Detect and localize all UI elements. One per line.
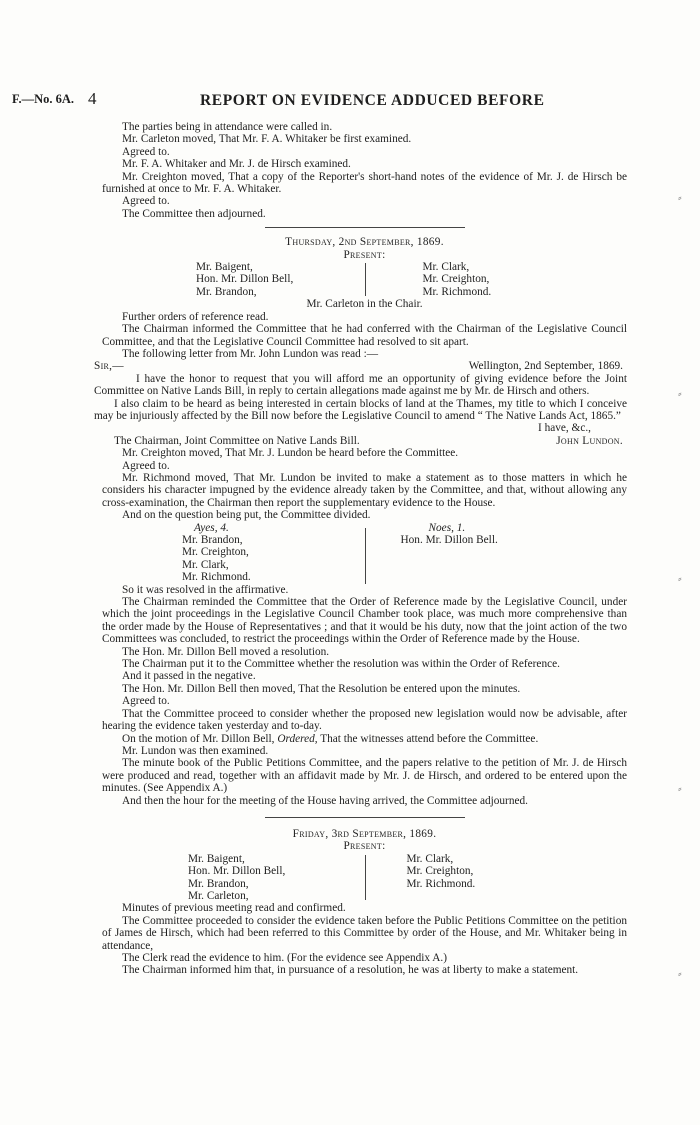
letter-signature: John Lundon.	[556, 434, 623, 447]
page-header	[0, 89, 700, 114]
meeting-date: Friday, 3rd September, 1869.	[292, 827, 437, 840]
margin-mark-icon: ⸗	[678, 192, 682, 204]
letter-footer	[102, 435, 627, 447]
page-title: REPORT ON EVIDENCE ADDUCED BEFORE	[200, 92, 545, 109]
member: Mr. Baigent,	[188, 852, 245, 865]
chair-line: Mr. Carleton in the Chair.	[306, 298, 423, 311]
letter-salutation: Sir,—	[94, 360, 124, 373]
minute-para: And on the question being put, the Committee divided.	[122, 509, 371, 522]
member: Mr. Brandon,	[188, 877, 249, 890]
aye-member: Mr. Brandon,	[182, 534, 243, 546]
letter-addressee: The Chairman, Joint Committee on Native Lands Bill.	[114, 434, 360, 447]
minute-para: Agreed to.	[122, 459, 170, 472]
ordered-para: On the motion of Mr. Dillon Bell, Ordered, That the witnesses attend before the Committee.	[122, 732, 539, 745]
document-id: F.—No. 6A.	[12, 92, 75, 106]
attendance-list	[102, 853, 627, 903]
minute-para: Further orders of reference read.	[122, 310, 269, 323]
intro-para: The parties being in attendance were called in.	[122, 121, 333, 133]
intro-para: Mr. Creighton moved, That a copy of the Reporter's short-hand notes of the evidence of Mr. J. de Hirsch be furnished at once to Mr. F. A. Whitaker.	[102, 170, 627, 196]
minute-para: The following letter from Mr. John Lundon was read :—	[122, 347, 379, 360]
margin-mark-icon: ⸗	[678, 573, 682, 585]
letter-closing: I have, &c.,	[537, 422, 591, 435]
section-divider	[265, 817, 465, 818]
member: Mr. Creighton,	[406, 865, 474, 878]
member: Mr. Richmond.	[406, 877, 476, 890]
minute-para: The Hon. Mr. Dillon Bell then moved, That the Resolution be entered upon the minutes.	[122, 682, 521, 695]
minute-para: Mr. Creighton moved, That Mr. J. Lundon be heard before the Committee.	[122, 447, 459, 460]
member: Mr. Baigent,	[196, 261, 253, 274]
division-list	[102, 522, 627, 584]
minute-para: Mr. Richmond moved, That Mr. Lundon be invited to make a statement as to those matters in which he considers his character impugned by the evidence already taken by the Committee, and that, without allowing any cross-examination, the Chairman then report the supplementary evidence to the House.	[102, 471, 627, 509]
member: Hon. Mr. Dillon Bell,	[196, 273, 294, 286]
minute-para: The Hon. Mr. Dillon Bell moved a resolution.	[122, 645, 330, 658]
minute-para: Agreed to.	[122, 695, 170, 708]
letter-place-date: Wellington, 2nd September, 1869.	[468, 360, 623, 373]
intro-para: Mr. Carleton moved, That Mr. F. A. Whitaker be first examined.	[122, 133, 412, 146]
section-divider	[265, 227, 465, 228]
minute-para: Mr. Lundon was then examined.	[122, 744, 269, 757]
intro-para: Mr. F. A. Whitaker and Mr. J. de Hirsch examined.	[122, 158, 351, 171]
member: Mr. Brandon,	[196, 285, 257, 298]
intro-para: Agreed to.	[122, 145, 170, 158]
minute-para: The minute book of the Public Petitions Committee, and the papers relative to the petition of Mr. J. de Hirsch were produced and read, together with an affidavit made by Mr. J. de Hirsch, and ordered to be entered upon the minutes. (See Appendix A.)	[102, 757, 627, 795]
letter-body: I have the honor to request that you will afford me an opportunity of giving evidence before the Joint Committee on Native Lands Bill, in reply to certain allegations made against me by Mr. de Hirsch and others.	[94, 372, 627, 398]
minute-para: The Clerk read the evidence to him. (For the evidence see Appendix A.)	[122, 952, 447, 964]
letter-heading	[94, 360, 627, 373]
minute-para: The Chairman reminded the Committee that the Order of Reference made by the Legislative Council, under which the joint proceedings in the Legislative Council Chamber took place, was much more comprehensive than the order made by the House of Representatives ; and that it would be his duty, now that the joint action of the two Committees was concluded, to restrict the proceedings within the Order of Reference made by the House.	[102, 596, 627, 646]
letter-body: I also claim to be heard as being interested in certain blocks of land at the Thames, my title to which I conceive may be injuriously affected by the Bill now before the Legislative Council to amend “ The Native Lands Act, 1865.”	[94, 397, 627, 422]
ayes-label: Ayes, 4.	[194, 521, 229, 534]
document-body	[94, 121, 627, 977]
minute-para: That the Committee proceed to consider whether the proposed new legislation would now be advisable, after hearing the evidence taken yesterday and to-day.	[102, 707, 627, 733]
margin-mark-icon: ⸗	[678, 783, 682, 795]
aye-member: Mr. Clark,	[182, 558, 229, 571]
present-label: Present:	[343, 840, 386, 853]
minute-para: And then the hour for the meeting of the House having arrived, the Committee adjourned.	[122, 794, 528, 807]
minute-para: Minutes of previous meeting read and confirmed.	[122, 902, 346, 915]
no-member: Hon. Mr. Dillon Bell.	[400, 534, 498, 546]
intro-para: Agreed to.	[122, 195, 170, 208]
member: Mr. Carleton,	[188, 889, 249, 902]
present-label: Present:	[343, 248, 386, 261]
aye-member: Mr. Creighton,	[182, 546, 249, 559]
attendance-list	[102, 261, 627, 298]
member: Mr. Clark,	[406, 852, 454, 865]
intro-para: The Committee then adjourned.	[122, 207, 266, 220]
minute-para: So it was resolved in the affirmative.	[122, 583, 289, 596]
minute-para: The Chairman informed him that, in pursuance of a resolution, he was at liberty to make a statement.	[122, 964, 579, 977]
margin-mark-icon: ⸗	[678, 968, 682, 980]
member: Mr. Richmond.	[422, 285, 492, 298]
aye-member: Mr. Richmond.	[182, 571, 251, 584]
minute-para: The Committee proceeded to consider the evidence taken before the Public Petitions Committee on the petition of James de Hirsch, which had been referred to this Committee by order of the House, and Mr. Whitaker being in attendance,	[102, 914, 627, 952]
member: Hon. Mr. Dillon Bell,	[188, 865, 286, 878]
minute-para: The Chairman informed the Committee that he had conferred with the Chairman of the Legislative Council Committee, and that the Legislative Council Committee had resolved to sit apart.	[102, 323, 627, 348]
page-number: 4	[88, 89, 97, 108]
minute-para: The Chairman put it to the Committee whether the resolution was within the Order of Reference.	[122, 658, 560, 671]
member: Mr. Creighton,	[422, 273, 490, 286]
minute-para: And it passed in the negative.	[122, 670, 256, 683]
meeting-date: Thursday, 2nd September, 1869.	[285, 236, 444, 249]
noes-label: Noes, 1.	[428, 521, 466, 534]
margin-mark-icon: ⸗	[678, 388, 682, 400]
member: Mr. Clark,	[422, 261, 470, 274]
